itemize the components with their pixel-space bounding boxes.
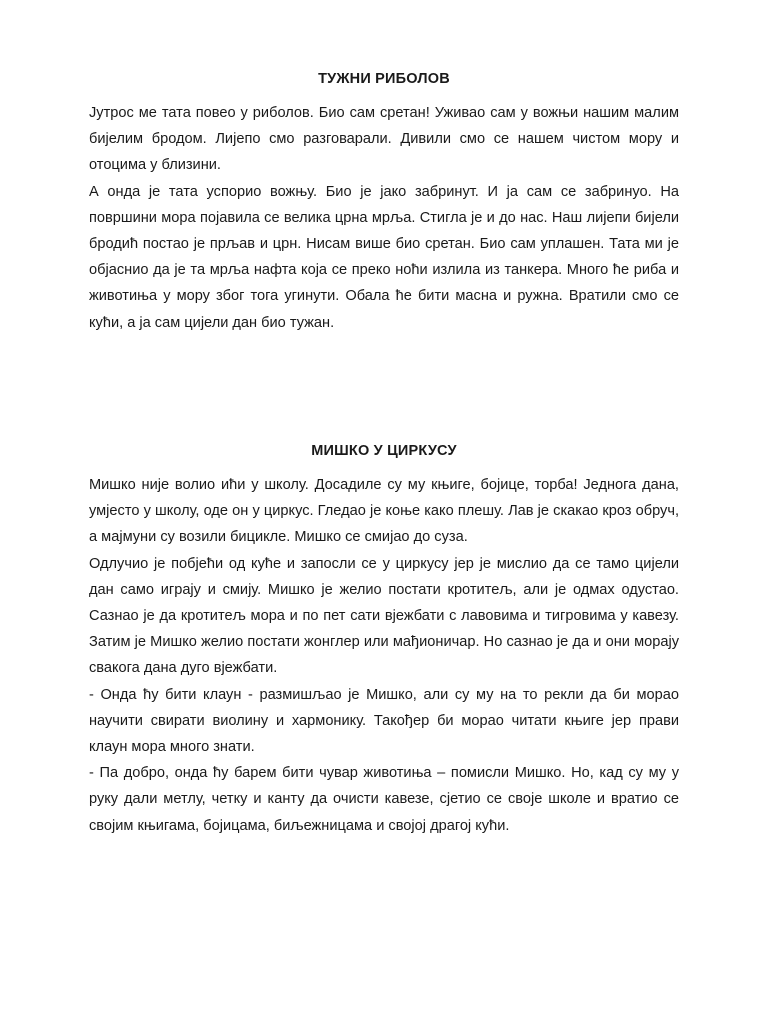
story-paragraph: Јутрос ме тата повео у риболов. Био сам сретан! Уживао сам у вожњи нашим малим бијелим бродом. Лијепо смо разговарали. Дивили смо се нашем чистом мору и отоцима у близини. bbox=[89, 105, 679, 174]
story-title: ТУЖНИ РИБОЛОВ bbox=[318, 71, 450, 87]
story-paragraph: - Па добро, онда ћу барем бити чувар животиња – помисли Мишко. Но, кад су му у руку дали метлу, четку и канту да очисти кавезе, сјетио се своје школе и вратио се својим књигама, бојицама, биљежницама и својој драгој кући. bbox=[89, 765, 679, 834]
story-mishko-u-cirkusu bbox=[89, 440, 679, 839]
story-paragraph: А онда је тата успорио вожњу. Био је јако забринут. И ја сам се забринуо. На површини мора појавила се велика црна мрља. Стигла је и до нас. Наш лијепи бијели бродић постао је прљав и црн. Нисам више био сретан. Био сам уплашен. Тата ми је објаснио да је та мрља нафта која се преко ноћи излила из танкера. Много ће риба и животиња у мору због тога угинути. Обала ће бити масна и ружна. Вратили смо се кући, а ја сам цијели дан био тужан. bbox=[89, 183, 679, 331]
story-paragraph: Мишко није волио ићи у школу. Досадиле су му књиге, бојице, торба! Једнога дана, умјесто у школу, оде он у циркус. Гледао је коње како плешу. Лав је скакао кроз обруч, а мајмуни су возили бицикле. Мишко се смијао до суза. bbox=[89, 477, 679, 546]
story-paragraph: Одлучио је побјећи од куће и запосли се у циркусу јер је мислио да се тамо цијели дан само играју и смију. Мишко је желио постати кротитељ, али је одмах одустао. Сазнао је да кротитељ мора и по пет сати вјежбати с лавовима и тигровима у кавезу. Затим је Мишко желио постати жонглер или мађионичар. Но сазнао је да и они морају свакога дана дуго вјежбати. bbox=[89, 555, 679, 677]
story-title: МИШКО У ЦИРКУСУ bbox=[311, 443, 457, 459]
story-paragraph: - Онда ћу бити клаун - размишљао је Мишко, али су му на то рекли да би морао научити свирати виолину и хармонику. Такођер би морао читати књиге јер прави клаун мора много знати. bbox=[89, 686, 679, 756]
story-tuzhni-ribolov bbox=[89, 68, 679, 336]
